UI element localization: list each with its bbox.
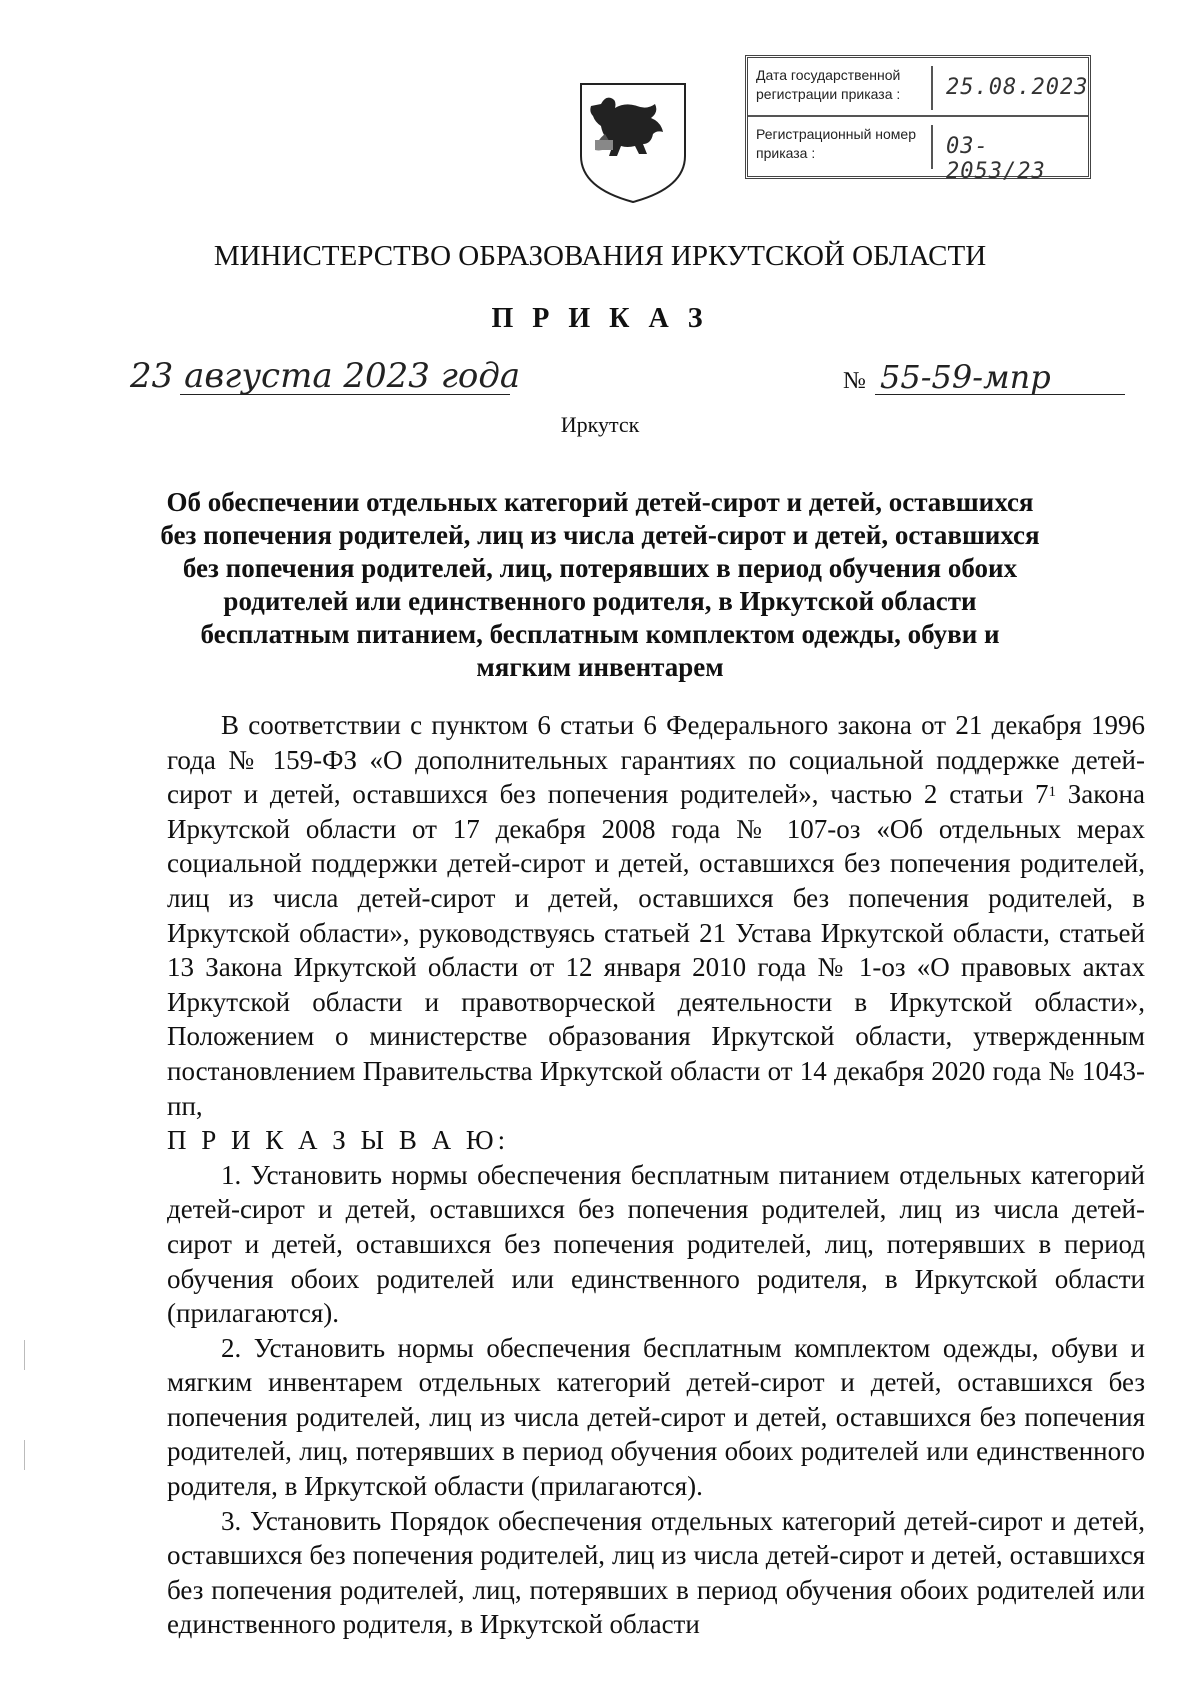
document-body [167, 708, 1145, 1642]
handwritten-order-number: 55-59-мпр [880, 358, 1051, 396]
registration-date-row [748, 58, 1088, 117]
date-underline [180, 394, 510, 395]
ministry-name: МИНИСТЕРСТВО ОБРАЗОВАНИЯ ИРКУТСКОЙ ОБЛАСТИ [213, 240, 987, 272]
handwritten-date: 23 августа 2023 года [130, 356, 521, 396]
registration-date-label: Дата государственной регистрации приказа : [756, 66, 933, 110]
preamble-part-2: Закона Иркутской области от 17 декабря 2008 года № 107-оз «Об отдельных мерах социальной поддержки детей-сирот и детей, оставшихся без попечения родителей, лиц из числа детей-сирот и детей, оставшихся без попечения родителей, в Иркутской области», руководствуясь статьей 21 Устава Иркутской области, статьей 13 Закона Иркутской области от 12 января 2010 года № 1-оз «О правовых актах Иркутской области и правотворческой деятельности в Иркутской области», Положением о министерстве образования Иркутской области, утвержденным постановлением Правительства Иркутской области от 14 декабря 2020 года № 1043-пп, [167, 779, 1145, 1121]
number-sign: № [843, 368, 866, 394]
registration-number-value: 03-2053/23 [946, 134, 1046, 184]
order-item-1: 1. Установить нормы обеспечения бесплатным питанием отдельных категорий детей-сирот и детей, оставшихся без попечения родителей, лиц из числа детей-сирот и детей, оставшихся без попечения родителей, лиц, потерявших в период обучения обоих родителей или единственного родителя, в Иркутской области (прилагаются). [167, 1159, 1145, 1329]
preamble [167, 708, 1145, 1123]
registration-date-value: 25.08.2023 [946, 75, 1089, 100]
registration-number-row [748, 117, 1088, 184]
number-underline [875, 394, 1125, 395]
orders-heading: П Р И К А З Ы В А Ю: [167, 1125, 510, 1156]
city: Иркутск [560, 412, 640, 437]
irkutsk-coat-of-arms [575, 78, 691, 206]
document-title: Об обеспечении отдельных категорий детей-сирот и детей, оставшихся без попечения родителей, лиц из числа детей-сирот и детей, оставшихся без попечения родителей, лиц, потерявших в период обучения обоих родителей или единственного родителя, в Иркутской области бесплатным питанием, бесплатным комплектом одежды, обуви и мягким инвентарем [160, 487, 1040, 682]
registration-number-label: Регистрационный номер приказа : [756, 125, 933, 169]
scan-margin-mark [24, 1340, 25, 1370]
order-item-3: 3. Установить Порядок обеспечения отдельных категорий детей-сирот и детей, оставшихся без попечения родителей, лиц из числа детей-сирот и детей, оставшихся без попечения родителей, лиц, потерявших в период обучения обоих родителей или единственного родителя, в Иркутской области [167, 1505, 1145, 1640]
document-type: П Р И К А З [491, 303, 709, 334]
preamble-part-1: В соответствии с пунктом 6 статьи 6 Федерального закона от 21 декабря 1996 года № 159-ФЗ «О дополнительных гарантиях по социальной поддержке детей-сирот и детей, оставшихся без попечения родителей», частью 2 статьи 7 [167, 710, 1145, 810]
preamble-superscript: 1 [1048, 784, 1056, 801]
scan-margin-mark [24, 1440, 25, 1470]
order-item-2: 2. Установить нормы обеспечения бесплатным комплектом одежды, обуви и мягким инвентарем отдельных категорий детей-сирот и детей, оставшихся без попечения родителей, лиц из числа детей-сирот и детей, оставшихся без попечения родителей, лиц, потерявших в период обучения обоих родителей или единственного родителя, в Иркутской области (прилагаются). [167, 1332, 1145, 1502]
registration-stamp [745, 55, 1091, 184]
